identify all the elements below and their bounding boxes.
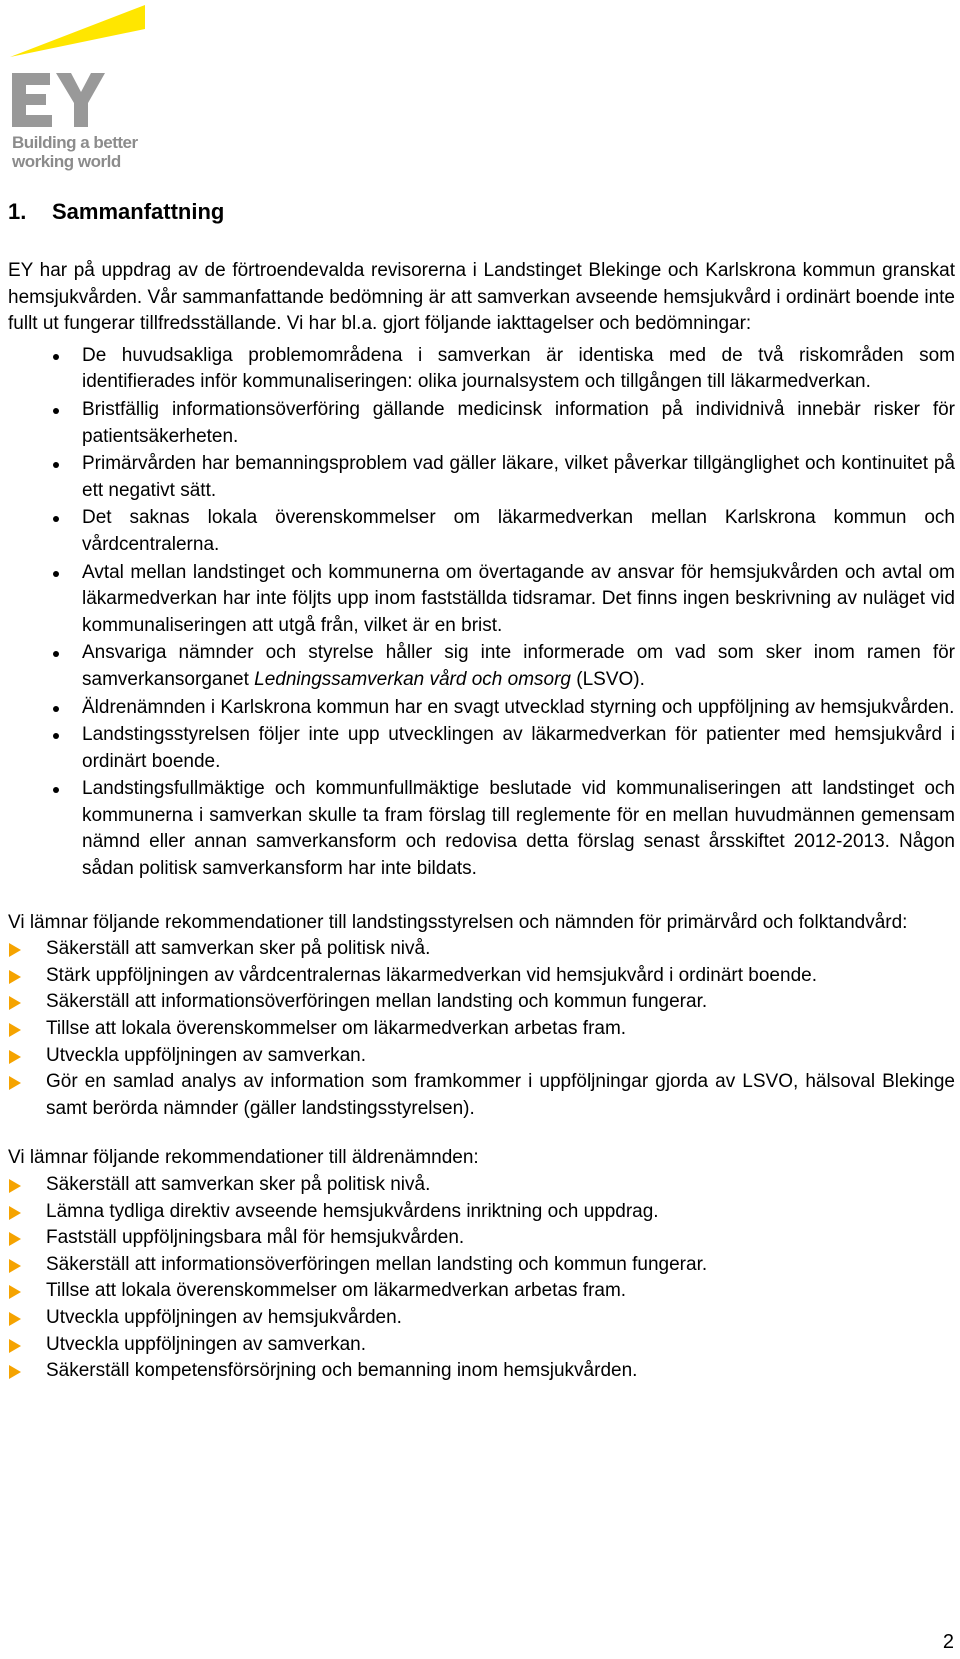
recommendation-item: Utveckla uppföljningen av hemsjukvården. (46, 1305, 955, 1332)
recommendation-item: Säkerställ att informationsöverföringen mellan landsting och kommun fungerar. (46, 989, 955, 1016)
recommendation-item: Säkerställ kompetensförsörjning och bemanning inom hemsjukvården. (46, 1358, 955, 1385)
arrow-bullet-icon (9, 1023, 21, 1037)
page-number: 2 (942, 1631, 954, 1653)
recommendation-item: Utveckla uppföljningen av samverkan. (46, 1332, 955, 1359)
recommendation-item: Tillse att lokala överenskommelser om läkarmedverkan arbetas fram. (46, 1016, 955, 1043)
arrow-bullet-icon (9, 970, 21, 984)
observation-item-lsvo (82, 640, 955, 693)
recommendations-list-board (8, 936, 955, 1122)
observation-item: Äldrenämnden i Karlskrona kommun har en svagt utvecklad styrning och uppföljning av hemsjukvården. (82, 695, 955, 722)
section-number: 1. (8, 199, 27, 224)
observation-item: Bristfällig informationsöverföring gällande medicinsk information på individnivå innebär risker för patientsäkerheten. (82, 397, 955, 450)
observations-list (8, 343, 955, 883)
brand-tagline: Building a better working world (12, 133, 138, 171)
section-title: Sammanfattning (52, 199, 225, 224)
arrow-bullet-icon (9, 1232, 21, 1246)
document-body (8, 196, 955, 1385)
arrow-bullet-icon (9, 996, 21, 1010)
recommendation-item: Utveckla uppföljningen av samverkan. (46, 1043, 955, 1070)
arrow-bullet-icon (9, 1365, 21, 1379)
arrow-bullet-icon (9, 1179, 21, 1193)
arrow-bullet-icon (9, 1259, 21, 1273)
lsvo-organ-name: Ledningssamverkan vård och omsorg (254, 668, 571, 690)
recommendation-item: Lämna tydliga direktiv avseende hemsjukvårdens inriktning och uppdrag. (46, 1199, 955, 1226)
recommendation-item: Fastställ uppföljningsbara mål för hemsjukvården. (46, 1225, 955, 1252)
arrow-bullet-icon (9, 1285, 21, 1299)
observation-item: Det saknas lokala överenskommelser om läkarmedverkan mellan Karlskrona kommun och vårdcentralerna. (82, 505, 955, 558)
observation-item: Landstingsstyrelsen följer inte upp utvecklingen av läkarmedverkan för patienter med hemsjukvård i ordinärt boende. (82, 722, 955, 775)
arrow-bullet-icon (9, 1206, 21, 1220)
recommendation-item: Tillse att lokala överenskommelser om läkarmedverkan arbetas fram. (46, 1278, 955, 1305)
recommendations-intro-elderly: Vi lämnar följande rekommendationer till äldrenämnden: (8, 1147, 479, 1169)
recommendation-item: Säkerställ att samverkan sker på politisk nivå. (46, 936, 955, 963)
recommendation-item: Säkerställ att informationsöverföringen mellan landsting och kommun fungerar. (46, 1252, 955, 1279)
observation-item: De huvudsakliga problemområdena i samverkan är identiska med de två riskområden som identifierades inför kommunaliseringen: olika journalsystem och tillgången till läkarmedverkan. (82, 343, 955, 396)
recommendations-intro-board: Vi lämnar följande rekommendationer till landstingsstyrelsen och nämnden för primärvård och folktandvård: (8, 911, 908, 933)
lsvo-text-before: Ansvariga nämnder och styrelse håller sig inte informerade om vad som sker inom ramen för samverkansorganet (82, 642, 955, 690)
arrow-bullet-icon (9, 1312, 21, 1326)
recommendations-list-elderly (8, 1172, 955, 1385)
arrow-bullet-icon (9, 1050, 21, 1064)
arrow-bullet-icon (9, 1339, 21, 1353)
section-heading (8, 196, 955, 228)
observation-item: Landstingsfullmäktige och kommunfullmäktige beslutade vid kommunaliseringen att landstinget och kommunerna i samverkan skulle ta fram förslag till reglemente för en mellan huvudmännen gemensam nämnd eller annan samverkansform och redovisa detta förslag senast årsskiftet 2012-2013. Någon sådan politisk samverkansform har inte bildats. (82, 776, 955, 882)
recommendation-item: Gör en samlad analys av information som framkommer i uppföljningar gjorda av LSVO, hälsoval Blekinge samt berörda nämnder (gäller landstingsstyrelsen). (46, 1069, 955, 1122)
observation-item: Avtal mellan landstinget och kommunerna om övertagande av ansvar för hemsjukvården och avtal om läkarmedverkan har inte följts upp inom fastställda tidsramar. Det finns ingen beskrivning av nuläget vid kommunaliseringen att utgå från, vilket är en brist. (82, 560, 955, 640)
intro-paragraph: EY har på uppdrag av de förtroendevalda revisorerna i Landstinget Blekinge och Karlskrona kommun granskat hemsjukvården. Vår sammanfattande bedömning är att samverkan avseende hemsjukvård i ordinärt boende inte fullt ut fungerar tillfredsställande. Vi har bl.a. gjort följande iakttagelser och bedömningar: (8, 260, 955, 335)
recommendation-item: Säkerställ att samverkan sker på politisk nivå. (46, 1172, 955, 1199)
recommendation-item: Stärk uppföljningen av vårdcentralernas läkarmedverkan vid hemsjukvård i ordinärt boende. (46, 963, 955, 990)
arrow-bullet-icon (9, 943, 21, 957)
lsvo-text-after: (LSVO). (571, 668, 645, 690)
arrow-bullet-icon (9, 1076, 21, 1090)
ey-logo-icon (10, 5, 155, 130)
observation-item: Primärvården har bemanningsproblem vad gäller läkare, vilket påverkar tillgänglighet och kontinuitet på ett negativt sätt. (82, 451, 955, 504)
